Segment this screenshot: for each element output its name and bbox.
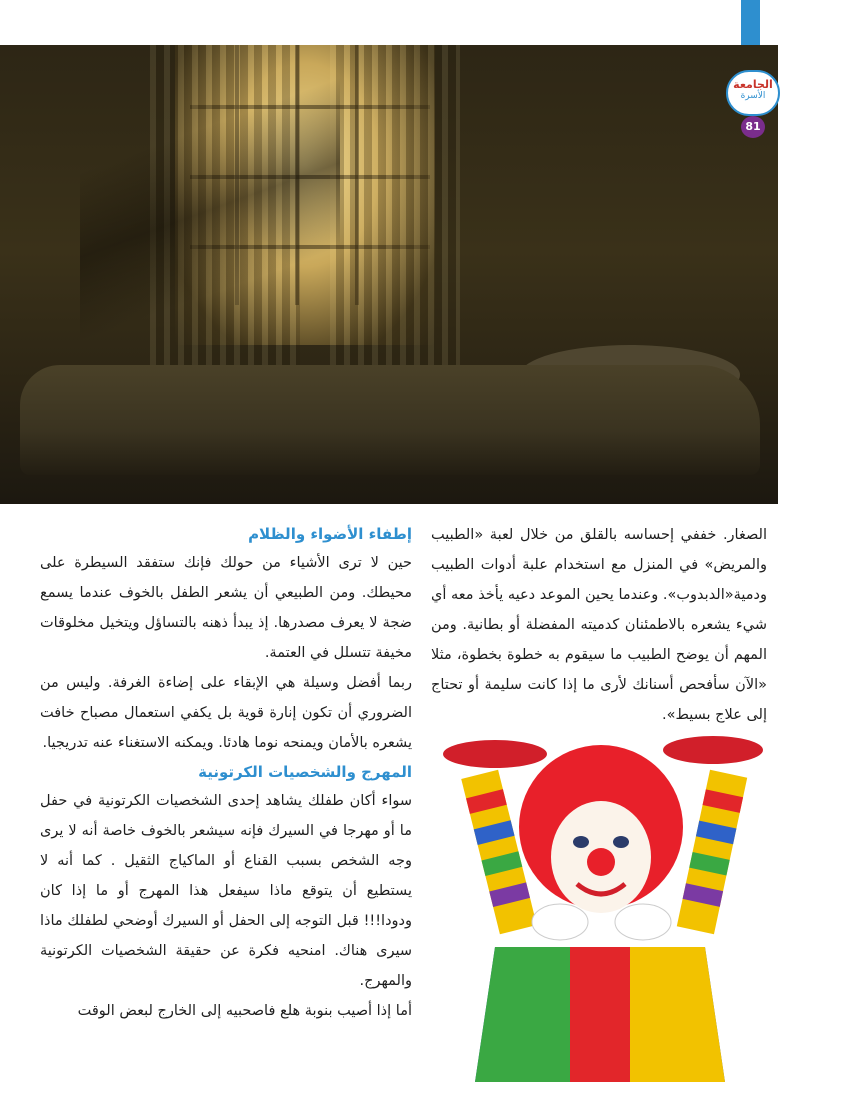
- logo-badge: [726, 70, 780, 116]
- clown-glove: [532, 904, 588, 940]
- clown-photo: [425, 732, 775, 1082]
- bed: [20, 365, 760, 475]
- right-column: [431, 520, 767, 730]
- shadow-figure: [80, 45, 340, 375]
- page-number: 81: [741, 116, 765, 138]
- clown-shoe: [443, 740, 547, 768]
- bedroom-photo: [0, 45, 778, 504]
- clown-nose: [587, 848, 615, 876]
- curtain: [330, 45, 460, 385]
- logo-name: الجامعة: [733, 78, 773, 91]
- left-column: [40, 520, 412, 1026]
- paragraph: حين لا ترى الأشياء من حولك فإنك ستفقد السيطرة على محيطك. ومن الطبيعي أن يشعر الطفل بالخوف عندما يسمع ضجة لا يعرف مصدرها. إذ يبدأ ذهنه بالتساؤل ويتخيل مخلوقات مخيفة تتسلل في العتمة.: [40, 555, 412, 661]
- section-heading: إطفاء الأضواء والظلام: [248, 525, 412, 543]
- paragraph: ربما أفضل وسيلة هي الإبقاء على إضاءة الغرفة. وليس من الضروري أن تكون إنارة قوية بل يكفي استعمال مصباح خافت يشعره بالأمان ويمنحه نوما هادئا. ويمكنه الاستغناء عنه تدريجيا.: [40, 675, 412, 751]
- paragraph: أما إذا أصيب بنوبة هلع فاصحبيه إلى الخارج لبعض الوقت: [77, 1003, 412, 1019]
- clown-glove: [615, 904, 671, 940]
- magazine-logo: [726, 70, 780, 138]
- clown-shoe: [663, 736, 763, 764]
- logo-section: الأسرة: [740, 91, 766, 101]
- section-heading: المهرج والشخصيات الكرتونية: [198, 763, 412, 781]
- paragraph: سواء أكان طفلك يشاهد إحدى الشخصيات الكرتونية في حفل ما أو مهرجا في السيرك فإنه سيشعر بالخوف خاصة أنه لا يرى وجه الشخص بسبب القناع أو الماكياج الثقيل . كما أنه لا يستطيع أن يتوقع ماذا سيفعل هذا المهرج أو ما إذا كان ودودا!!! قبل التوجه إلى الحفل أو السيرك أوضحي لطفلك ماذا سيرى هناك. امنحيه فكرة عن حقيقة الشخصيات الكرتونية والمهرج.: [40, 793, 412, 989]
- paragraph: الصغار. خففي إحساسه بالقلق من خلال لعبة «الطبيب والمريض» في المنزل مع استخدام علبة أدوات الطبيب ودمية«الدبدوب». وعندما يحين الموعد دعيه يأخذ معه أي شيء يشعره بالاطمئنان كدميته المفضلة أو بطانية. ومن المهم أن يوضح الطبيب ما سيقوم به خطوة بخطوة، مثلا «الآن سأفحص أسنانك لأرى ما إذا كانت سليمة أو تحتاج إلى علاج بسيط».: [431, 527, 767, 723]
